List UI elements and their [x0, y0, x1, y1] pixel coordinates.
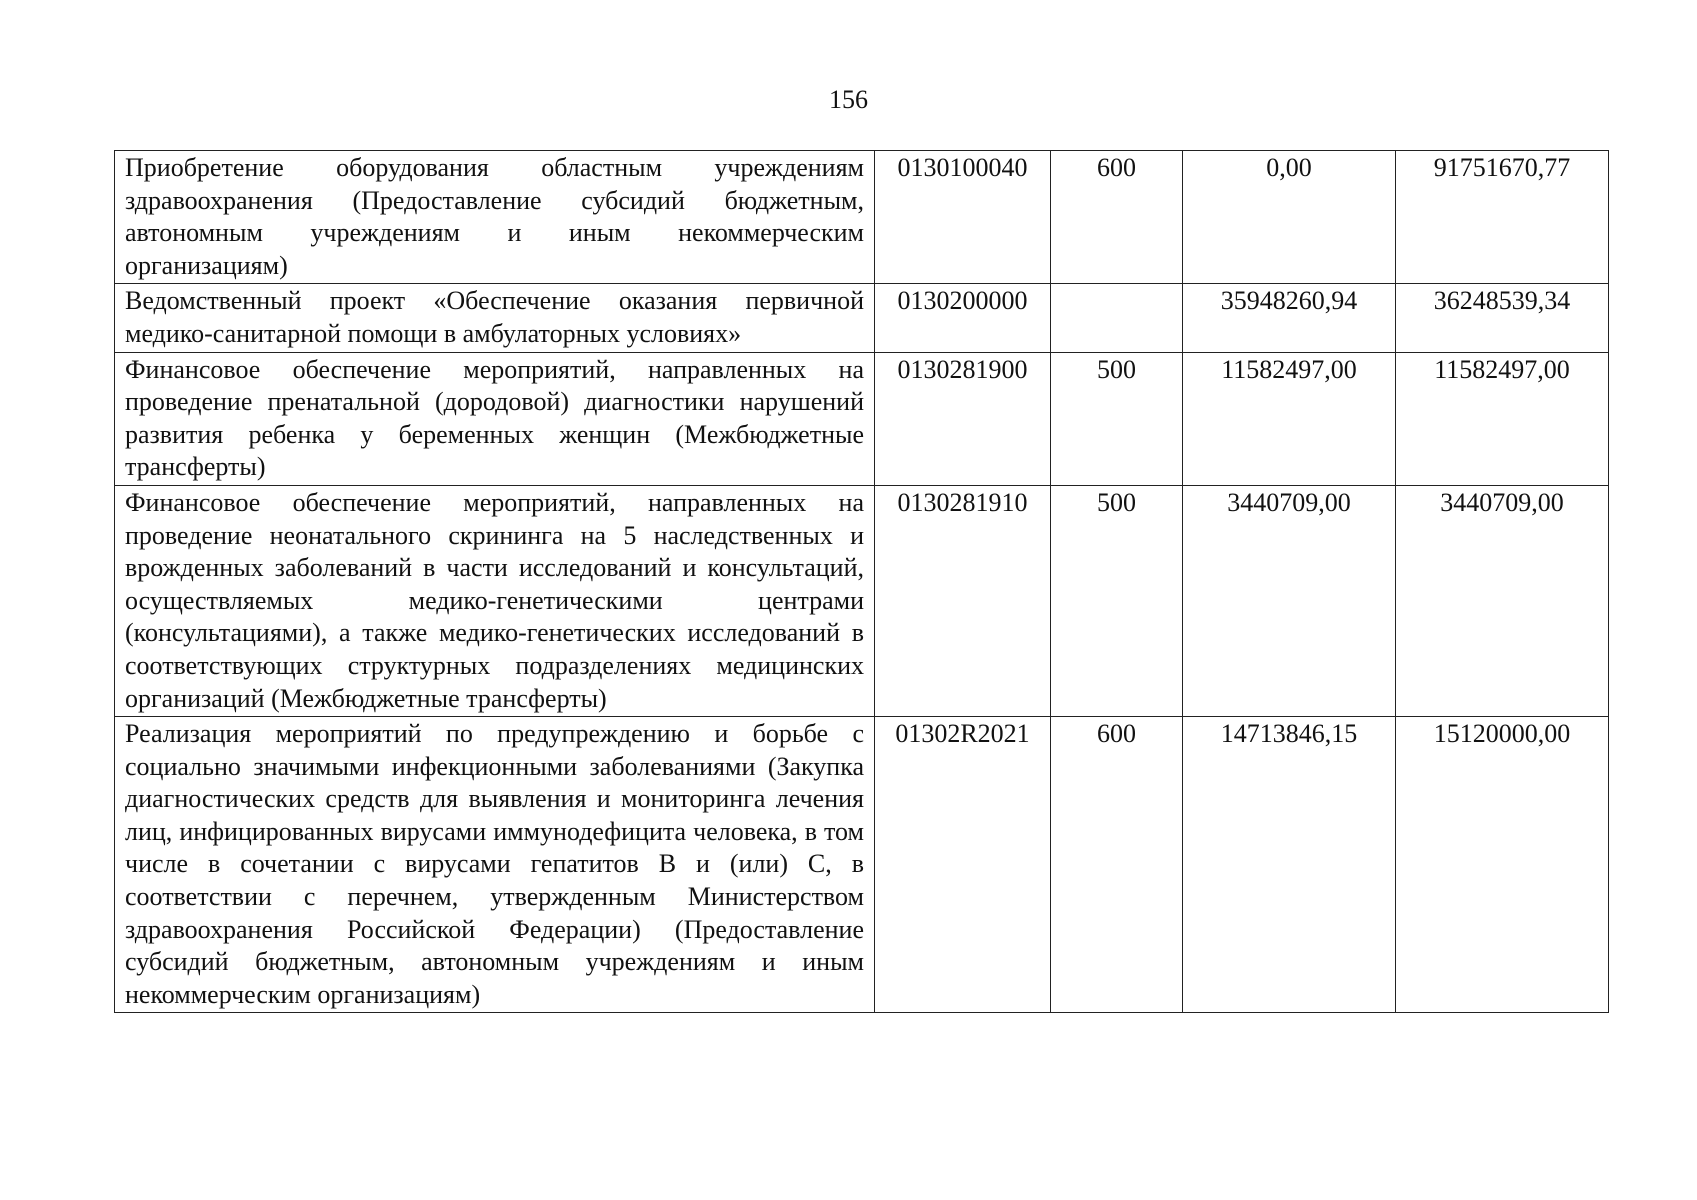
table-row [115, 717, 1609, 1013]
row-name-cell: Финансовое обеспечение мероприятий, направленных на проведение неонатального скрининга на 5 наследственных и врожденных заболеваний в части исследований и консультаций, осуществляемых медико-генетическими центрами (консультациями), а также медико-генетических исследований в соответствующих структурных подразделениях медицинских организаций (Межбюджетные трансферты) [115, 485, 875, 716]
row-name-cell: Финансовое обеспечение мероприятий, направленных на проведение пренатальной (дородовой) диагностики нарушений развития ребенка у беременных женщин (Межбюджетные трансферты) [115, 352, 875, 485]
row-amount-1-cell: 3440709,00 [1183, 485, 1396, 716]
row-name-cell: Реализация мероприятий по предупреждению и борьбе с социально значимыми инфекционными заболеваниями (Закупка диагностических средств для выявления и мониторинга лечения лиц, инфицированных вирусами иммунодефицита человека, в том числе в сочетании с вирусами гепатитов B и (или) C, в соответствии с перечнем, утвержденным Министерством здравоохранения Российской Федерации) (Предоставление субсидий бюджетным, автономным учреждениям и иным некоммерческим организациям) [115, 717, 875, 1013]
row-code-cell: 0130281900 [875, 352, 1051, 485]
row-expense-type-cell: 600 [1051, 717, 1183, 1013]
table-row [115, 485, 1609, 716]
row-code-cell: 0130200000 [875, 284, 1051, 352]
row-amount-2-cell: 11582497,00 [1396, 352, 1609, 485]
table-row [115, 151, 1609, 284]
row-code-cell: 01302R2021 [875, 717, 1051, 1013]
table-row [115, 352, 1609, 485]
row-name-cell: Приобретение оборудования областным учреждениям здравоохранения (Предоставление субсидий бюджетным, автономным учреждениям и иным некоммерческим организациям) [115, 151, 875, 284]
row-expense-type-cell: 600 [1051, 151, 1183, 284]
table-row [115, 284, 1609, 352]
row-amount-1-cell: 14713846,15 [1183, 717, 1396, 1013]
budget-table [114, 150, 1609, 1013]
row-amount-1-cell: 35948260,94 [1183, 284, 1396, 352]
row-amount-2-cell: 3440709,00 [1396, 485, 1609, 716]
row-amount-1-cell: 11582497,00 [1183, 352, 1396, 485]
row-expense-type-cell: 500 [1051, 485, 1183, 716]
row-amount-1-cell: 0,00 [1183, 151, 1396, 284]
page-number: 156 [829, 85, 868, 114]
row-name-cell: Ведомственный проект «Обеспечение оказания первичной медико-санитарной помощи в амбулаторных условиях» [115, 284, 875, 352]
row-amount-2-cell: 36248539,34 [1396, 284, 1609, 352]
row-code-cell: 0130281910 [875, 485, 1051, 716]
row-amount-2-cell: 15120000,00 [1396, 717, 1609, 1013]
row-code-cell: 0130100040 [875, 151, 1051, 284]
row-expense-type-cell [1051, 284, 1183, 352]
row-expense-type-cell: 500 [1051, 352, 1183, 485]
row-amount-2-cell: 91751670,77 [1396, 151, 1609, 284]
